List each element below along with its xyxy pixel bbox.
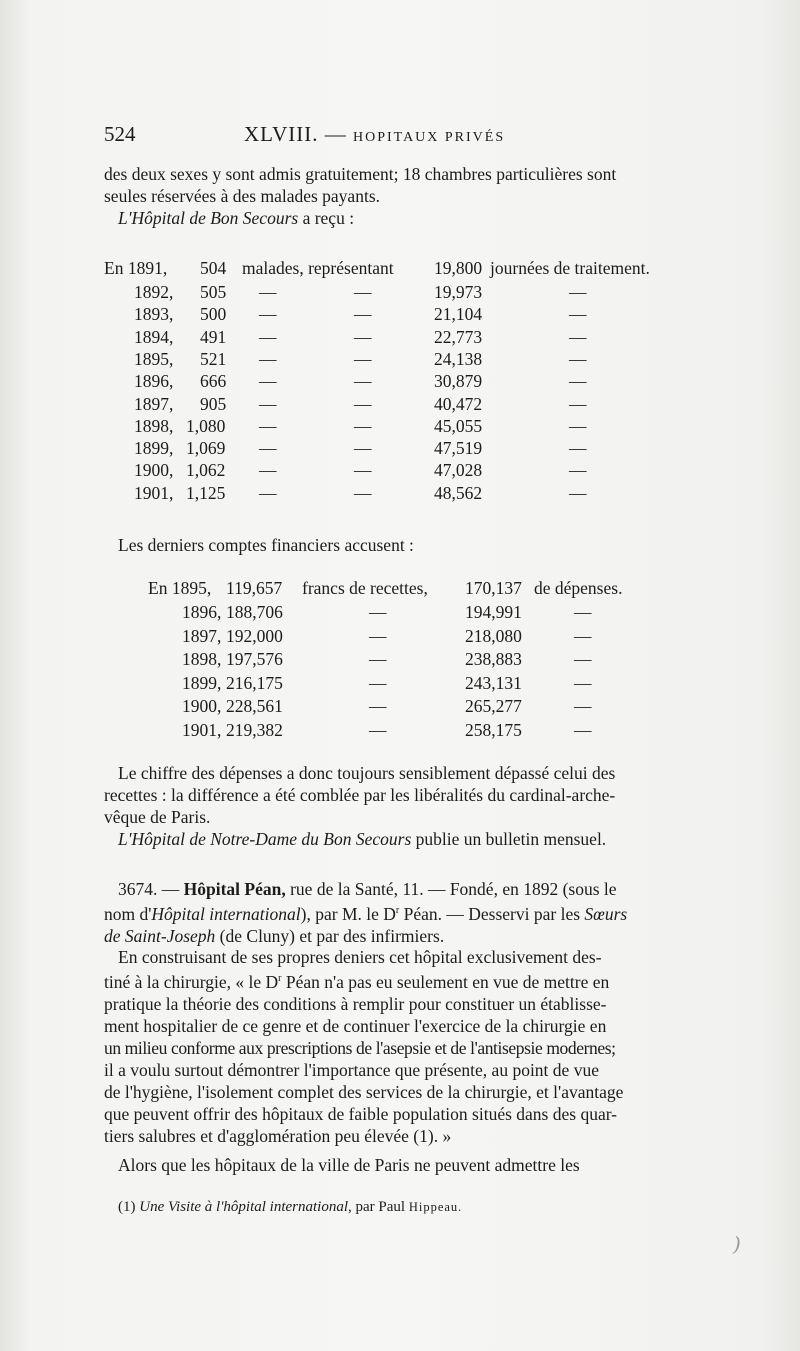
table-row (104, 438, 694, 460)
dash-cell: — (569, 371, 587, 392)
count-cell: 1,069 (186, 438, 226, 459)
expenses-cell: 265,277 (465, 696, 522, 716)
dash-cell: — (574, 719, 592, 740)
body-paragraph (104, 946, 694, 1147)
text-line: il a voulu surtout démontrer l'importance que présente, au point de vue (104, 1059, 599, 1080)
footnote (118, 1199, 678, 1216)
table-row (104, 349, 694, 371)
dash-cell: — (369, 649, 387, 669)
year-cell: 1898, (134, 415, 174, 436)
dash-cell: — (354, 415, 372, 436)
count-cell: 666 (200, 371, 227, 392)
margin-mark: ) (733, 1232, 741, 1256)
year-cell: 1895, (134, 348, 174, 369)
table-row (104, 327, 694, 349)
dash-cell: — (569, 460, 587, 481)
year-cell: En 1895, (148, 578, 212, 598)
days-cell: 40,472 (434, 393, 483, 414)
text-line: En construisant de ses propres deniers cet hôpital exclusivement des- (118, 947, 602, 967)
footnote-author: Hippeau. (408, 1200, 463, 1214)
conclusion-paragraph (104, 762, 694, 850)
dash-cell: — (569, 482, 587, 503)
dash-cell: — (569, 282, 587, 302)
text-fragment: a reçu : (302, 208, 355, 228)
days-cell: 45,055 (434, 415, 483, 436)
receipts-cell: 192,000 (226, 625, 283, 646)
dash-cell: — (259, 393, 277, 414)
expenses-cell: 243,131 (465, 672, 522, 693)
text-fragment: Péan n'a pas eu seulement en vue de mettre en (281, 971, 610, 992)
count-cell: 505 (200, 282, 227, 302)
dash-cell: — (369, 719, 387, 740)
page-number: 524 (104, 122, 136, 146)
receipts-cell: 188,706 (226, 602, 283, 622)
receipts-cell: 219,382 (226, 719, 283, 740)
count-cell: 491 (200, 326, 227, 347)
table-row (104, 673, 694, 695)
dash-cell: — (354, 348, 372, 369)
dash-cell: — (259, 482, 277, 503)
text-line: des deux sexes y sont admis gratuitement; 18 chambres particulières sont (104, 164, 617, 184)
hospital-name: L'Hôpital de Bon Secours (118, 208, 299, 228)
italic-fragment: de Saint-Joseph (104, 925, 216, 946)
days-cell: 47,519 (434, 438, 483, 459)
days-cell: 19,973 (434, 282, 483, 302)
dash-cell: — (259, 460, 277, 481)
table-row (104, 578, 694, 600)
dash-cell: — (574, 602, 592, 622)
table-row (104, 626, 694, 648)
table-row (104, 460, 694, 482)
italic-fragment: Sœurs (584, 903, 628, 924)
expenses-cell: 194,991 (465, 602, 522, 622)
continuation-line: Alors que les hôpitaux de la ville de Paris ne peuvent admettre les (118, 1155, 580, 1175)
dash-cell: — (354, 282, 372, 302)
superscript: r (395, 905, 400, 916)
text-line: Le chiffre des dépenses a donc toujours sensiblement dépassé celui des (118, 763, 616, 783)
text-line (104, 878, 694, 900)
year-cell: En 1891, (104, 258, 168, 278)
text-line: de l'hygiène, l'isolement complet des services de la chirurgie, et l'avantage (104, 1081, 624, 1102)
year-cell: 1894, (134, 326, 174, 347)
days-cell: 48,562 (434, 482, 483, 503)
dash-cell: — (369, 625, 387, 646)
text-fragment: rue de la Santé, 11. — Fondé, en 1892 (sous le (290, 879, 617, 899)
dash-cell: — (259, 304, 277, 325)
dash-cell: — (369, 696, 387, 716)
dash-cell: — (259, 438, 277, 459)
section-title: HOPITAUX PRIVÉS (352, 130, 506, 145)
bulletin-hospital-name: L'Hôpital de Notre-Dame du Bon Secours (118, 829, 412, 849)
dash-cell: — (259, 282, 277, 302)
year-cell: 1898, (182, 649, 222, 669)
text-line: recettes : la différence a été comblée par les libéralités du cardinal-arche- (104, 785, 616, 805)
year-cell: 1897, (134, 393, 174, 414)
text-line (104, 828, 694, 850)
entry-title: Hôpital Péan, (183, 879, 286, 899)
year-cell: 1899, (134, 438, 174, 459)
receipts-cell: 216,175 (226, 672, 283, 693)
days-cell: 24,138 (434, 348, 483, 369)
receipts-cell: 119,657 (226, 578, 283, 598)
table-row (104, 394, 694, 416)
table-row (104, 258, 694, 280)
year-cell: 1896, (182, 602, 222, 622)
chapter-number: XLVIII. — (244, 122, 347, 146)
days-cell: 19,800 (434, 258, 483, 278)
finance-intro: Les derniers comptes financiers accusent : (118, 535, 414, 555)
text-fragment: nom d' (104, 903, 152, 924)
table-row (104, 602, 694, 624)
text-line (104, 968, 694, 993)
year-cell: 1897, (182, 625, 222, 646)
count-cell: 905 (200, 393, 227, 414)
intro-paragraph (104, 163, 694, 229)
year-cell: 1899, (182, 672, 222, 693)
expenses-cell: 170,137 (465, 578, 522, 598)
year-cell: 1893, (134, 304, 174, 325)
dash-cell: — (574, 672, 592, 693)
entry-number: 3674. — (118, 879, 180, 899)
dash-cell: — (574, 625, 592, 646)
text-fragment: (de Cluny) et par des infirmiers. (219, 925, 445, 946)
dash-cell: — (369, 672, 387, 693)
dash-cell: — (354, 460, 372, 481)
dash-cell: — (569, 438, 587, 459)
count-cell: 500 (200, 304, 227, 325)
expenses-cell: 238,883 (465, 649, 522, 669)
year-cell: 1900, (134, 460, 174, 481)
table-row (104, 720, 694, 742)
text-line: que peuvent offrir des hôpitaux de faible population situés dans des quar- (104, 1103, 618, 1124)
year-cell: 1892, (134, 282, 174, 302)
table-row (104, 483, 694, 505)
days-cell: 22,773 (434, 326, 483, 347)
dash-cell: — (354, 482, 372, 503)
dash-cell: — (569, 415, 587, 436)
italic-fragment: Hôpital international (151, 903, 301, 924)
table-row (104, 371, 694, 393)
table-row (104, 696, 694, 718)
text-fragment: publie un bulletin mensuel. (415, 829, 607, 849)
count-cell: 521 (200, 348, 227, 369)
receipts-cell: 228,561 (226, 696, 283, 716)
text-line: vêque de Paris. (104, 807, 211, 827)
year-cell: 1896, (134, 371, 174, 392)
count-cell: 504 (200, 258, 227, 278)
footnote-number: (1) (118, 1199, 136, 1215)
text-line: pratique la théorie des conditions à remplir pour constituer un établisse- (104, 993, 607, 1014)
dash-cell: — (369, 602, 387, 622)
text-line: un milieu conforme aux prescriptions de l'asepsie et de l'antisepsie modernes; (104, 1037, 616, 1058)
dash-cell: — (354, 438, 372, 459)
text-line (104, 900, 694, 925)
count-cell: 1,125 (186, 482, 226, 503)
table-row (104, 416, 694, 438)
text-fragment: Péan. — Desservi par les (399, 903, 581, 924)
dash-cell: — (569, 304, 587, 325)
dash-cell: — (574, 696, 592, 716)
days-cell: 47,028 (434, 460, 483, 481)
text-cell: malades, représentant (242, 258, 394, 278)
text-line: seules réservées à des malades payants. (104, 186, 381, 206)
text-cell: francs de recettes, (302, 578, 428, 598)
dash-cell: — (354, 304, 372, 325)
expenses-cell: 258,175 (465, 719, 522, 740)
text-cell: de dépenses. (534, 578, 623, 598)
text-fragment: par Paul (355, 1199, 406, 1215)
dash-cell: — (259, 326, 277, 347)
dash-cell: — (354, 326, 372, 347)
receipts-cell: 197,576 (226, 649, 283, 669)
text-fragment: ), par M. le D (300, 903, 396, 924)
year-cell: 1900, (182, 696, 222, 716)
text-line (104, 207, 694, 229)
text-line: tiers salubres et d'agglomération peu élevée (1). » (104, 1125, 452, 1146)
text-line (104, 925, 694, 947)
running-title (244, 122, 505, 147)
text-line: ment hospitalier de ce genre et de continuer l'exercice de la chirurgie en (104, 1015, 607, 1036)
dash-cell: — (569, 348, 587, 369)
count-cell: 1,080 (186, 415, 226, 436)
days-cell: 30,879 (434, 371, 483, 392)
dash-cell: — (354, 371, 372, 392)
dash-cell: — (574, 649, 592, 669)
days-cell: 21,104 (434, 304, 483, 325)
year-cell: 1901, (134, 482, 174, 503)
dash-cell: — (354, 393, 372, 414)
dash-cell: — (569, 326, 587, 347)
text-cell: journées de traitement. (490, 258, 650, 278)
count-cell: 1,062 (186, 460, 226, 481)
year-cell: 1901, (182, 719, 222, 740)
expenses-cell: 218,080 (465, 625, 522, 646)
table-row (104, 649, 694, 671)
dash-cell: — (259, 371, 277, 392)
table-row (104, 304, 694, 326)
entry-3674 (104, 878, 694, 947)
superscript: r (278, 973, 282, 984)
text-fragment: tiné à la chirurgie, « le D (104, 971, 279, 992)
dash-cell: — (569, 393, 587, 414)
page-header (104, 122, 694, 152)
dash-cell: — (259, 348, 277, 369)
dash-cell: — (259, 415, 277, 436)
table-row (104, 282, 694, 304)
footnote-title: Une Visite à l'hôpital international, (139, 1199, 352, 1215)
